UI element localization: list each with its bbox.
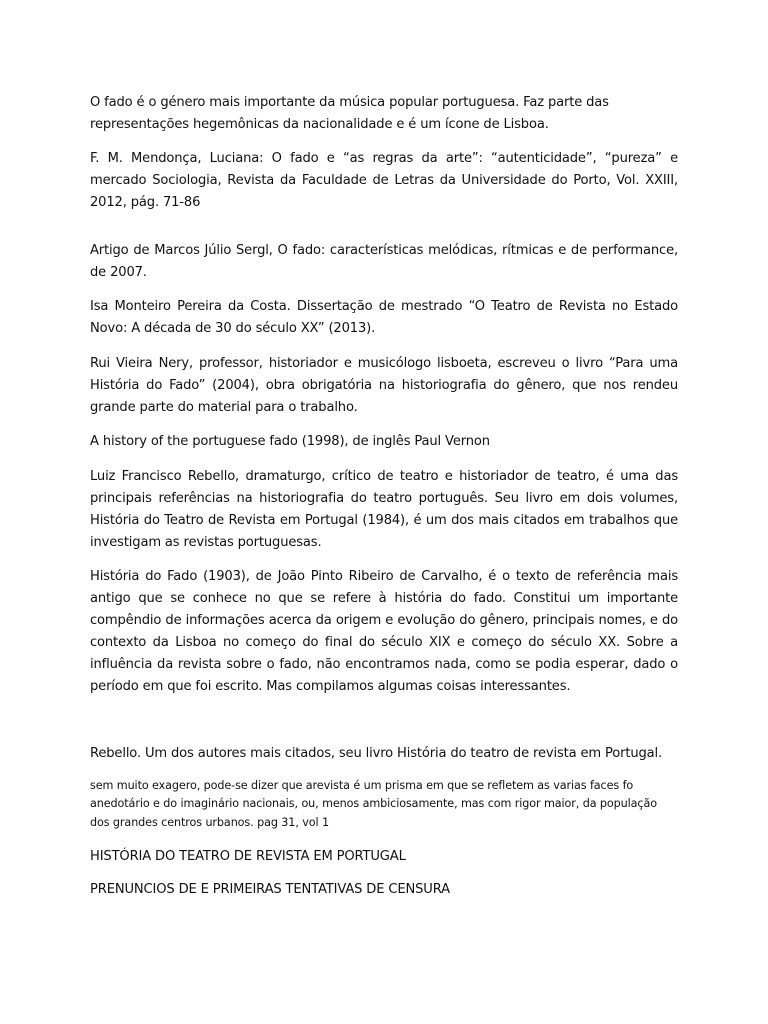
paragraph-rebello-note: Rebello. Um dos autores mais citados, seu livro História do teatro de revista em Portugal. [90, 746, 663, 761]
paragraph-costa-dissertation: Isa Monteiro Pereira da Costa. Dissertação de mestrado “O Teatro de Revista no Estado Novo: A década de 30 do século XX” (2013). [90, 299, 678, 336]
quote-note: sem muito exagero, pode-se dizer que arevista é um prisma em que se refletem as varias faces fo anedotário e do imaginário nacionais, ou, menos ambiciosamente, mas com rigor maior, da população dos grandes centros urbanos. pag 31, vol 1 [90, 779, 657, 829]
paragraph-sergl-article: Artigo de Marcos Júlio Sergl, O fado: características melódicas, rítmicas e de performance, de 2007. [90, 243, 678, 280]
paragraph-rebello-author: Luiz Francisco Rebello, dramaturgo, crítico de teatro e historiador de teatro, é uma das principais referências na historiografia do teatro português. Seu livro em dois volumes, História do Teatro de Revista em Portugal (1984), é um dos mais citados em trabalhos que investigam as revistas portuguesas. [90, 469, 678, 550]
section-heading-censura: PRENUNCIOS DE E PRIMEIRAS TENTATIVAS DE CENSURA [90, 882, 450, 897]
paragraph-historia-do-fado: História do Fado (1903), de João Pinto Ribeiro de Carvalho, é o texto de referência mais antigo que se conhece no que se refere à história do fado. Constitui um importante compêndio de informações acerca da origem e evolução do gênero, principais nomes, e do contexto da Lisboa no começo do final do século XIX e começo do século XX. Sobre a influência da revista sobre o fado, não encontramos nada, como se podia esperar, dado o período em que foi escrito. Mas compilamos algumas coisas interessantes. [90, 569, 678, 694]
paragraph-fado-definition: O fado é o género mais importante da música popular portuguesa. Faz parte das representações hegemônicas da nacionalidade e é um ícone de Lisboa. [90, 95, 609, 132]
section-heading-teatro-revista: HISTÓRIA DO TEATRO DE REVISTA EM PORTUGAL [90, 849, 406, 864]
paragraph-nery-book: Rui Vieira Nery, professor, historiador e musicólogo lisboeta, escreveu o livro “Para uma História do Fado” (2004), obra obrigatória na historiografia do gênero, que nos rendeu grande parte do material para o trabalho. [90, 356, 678, 415]
paragraph-vernon-book: A history of the portuguese fado (1998), de inglês Paul Vernon [90, 434, 490, 449]
paragraph-mendonca-citation: F. M. Mendonça, Luciana: O fado e “as regras da arte”: “autenticidade”, “pureza” e mercado Sociologia, Revista da Faculdade de Letras da Universidade do Porto, Vol. XXIII, 2012, pág. 71-86 [90, 151, 678, 210]
